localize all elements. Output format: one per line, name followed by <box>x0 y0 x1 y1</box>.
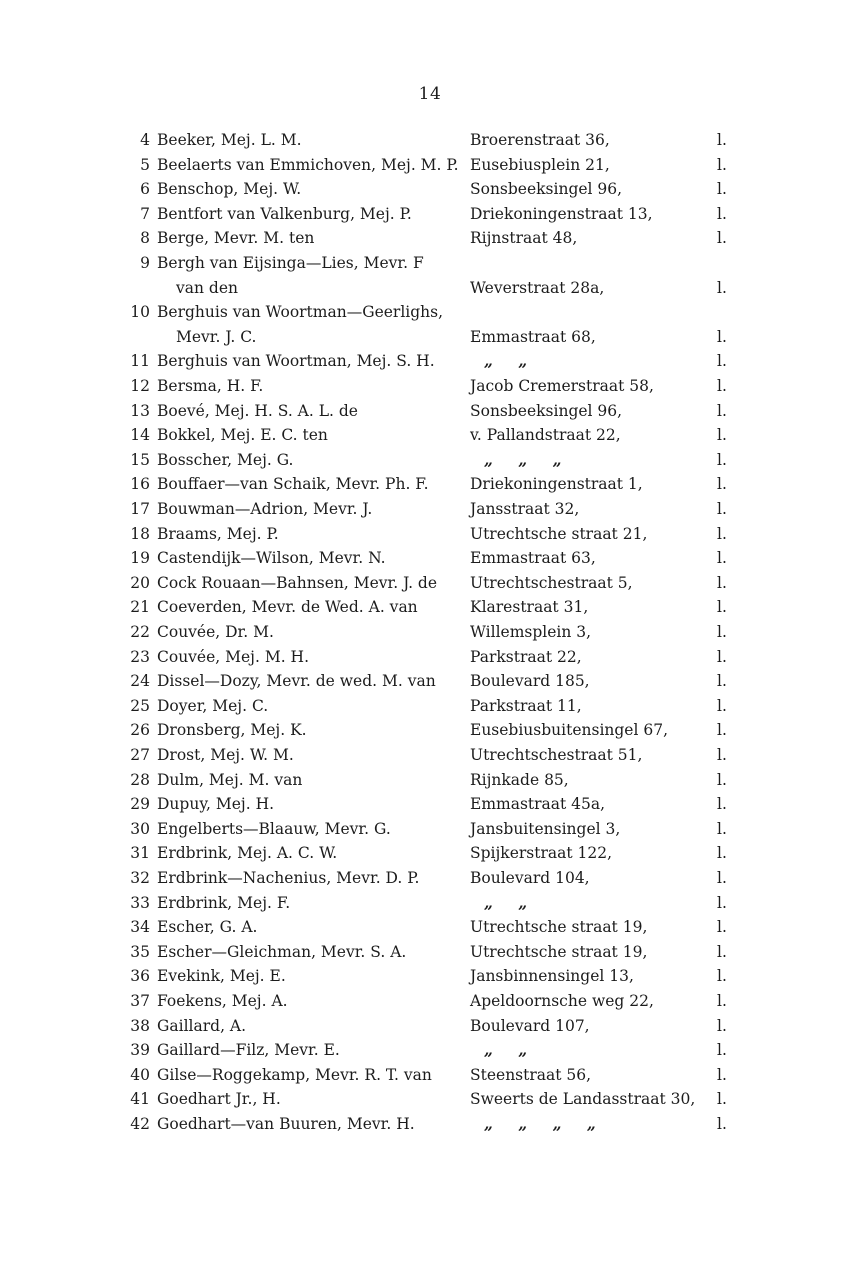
entry-address: Apeldoornsche weg 22, <box>470 992 654 1010</box>
entry-location: l. <box>717 672 727 691</box>
entry-address-row <box>0 497 860 521</box>
entry-number: 4 <box>140 131 150 149</box>
entry-number: 38 <box>130 1016 150 1035</box>
entry-location: l. <box>717 696 727 715</box>
entry-address-row <box>0 841 860 865</box>
entry-location: l. <box>717 278 727 297</box>
entry-name: Braams, Mej. P. <box>157 524 279 543</box>
entry-name: Erdbrink—Nachenius, Mevr. D. P. <box>157 869 420 887</box>
entry-address-row <box>0 1014 860 1038</box>
entry-number: 15 <box>130 450 150 469</box>
entry-address-row <box>0 669 860 693</box>
entry-name: Couvée, Mej. M. H. <box>157 647 310 666</box>
entry-address-row <box>0 768 860 792</box>
list-entry <box>0 251 860 275</box>
entry-location: l. <box>717 844 727 863</box>
entry-number: 35 <box>130 942 150 961</box>
entry-address-row <box>0 940 860 964</box>
entry-number: 14 <box>130 426 150 445</box>
entry-name: Beeker, Mej. L. M. <box>157 131 302 149</box>
entry-number: 21 <box>130 598 150 617</box>
entry-address-row <box>0 448 860 472</box>
entry-number: 28 <box>130 770 150 789</box>
entry-address: Emmastraat 63, <box>470 549 596 568</box>
entry-address: Eusebiusbuitensingel 67, <box>470 721 669 740</box>
entry-number: 25 <box>130 696 150 715</box>
entry-address: Spijkerstraat 122, <box>470 844 613 863</box>
entry-address: Broerenstraat 36, <box>470 131 610 149</box>
entry-address-row <box>0 349 860 373</box>
entry-name: Engelberts—Blaauw, Mevr. G. <box>157 819 391 838</box>
entry-number: 8 <box>140 229 150 248</box>
entry-number: 10 <box>130 303 150 322</box>
entry-location: l. <box>717 352 727 371</box>
entry-address-row <box>0 620 860 644</box>
entry-address-row <box>0 718 860 742</box>
entry-location: l. <box>717 1090 727 1109</box>
entry-address: „ „ „ <box>484 449 563 469</box>
entry-address-row <box>0 1063 860 1087</box>
entry-number: 20 <box>130 573 150 592</box>
entry-location: l. <box>717 131 727 149</box>
entry-address: Parkstraat 22, <box>470 647 582 666</box>
entry-address: Jansbinnensingel 13, <box>470 967 634 986</box>
entry-address: „ „ „ „ <box>484 1114 597 1133</box>
entry-location: l. <box>717 795 727 814</box>
entry-name: Benschop, Mej. W. <box>157 180 302 199</box>
entry-name: Evekink, Mej. E. <box>157 967 286 986</box>
entry-address: Utrechtsche straat 19, <box>470 942 648 961</box>
entry-name-continuation: Mevr. J. C. <box>176 327 257 346</box>
list-entry <box>0 300 860 324</box>
entry-number: 24 <box>130 672 150 691</box>
entry-location: l. <box>717 155 727 174</box>
entry-address: Jansbuitensingel 3, <box>470 819 621 838</box>
entry-name: Gilse—Roggekamp, Mevr. R. T. van <box>157 1065 432 1084</box>
entry-name: Couvée, Dr. M. <box>157 623 274 641</box>
entry-location: l. <box>717 623 727 641</box>
entry-name-continuation: van den <box>176 278 238 297</box>
entry-address: Jansstraat 32, <box>470 500 580 518</box>
entry-address-row <box>0 743 860 767</box>
entry-location: l. <box>717 549 727 568</box>
entry-number: 39 <box>130 1041 150 1060</box>
entry-location: l. <box>717 1065 727 1084</box>
entry-location: l. <box>717 1041 727 1060</box>
entry-location: l. <box>717 1016 727 1035</box>
entry-name: Escher—Gleichman, Mevr. S. A. <box>157 942 407 961</box>
entry-location: l. <box>717 893 727 912</box>
entry-address: Utrechtschestraat 5, <box>470 573 633 592</box>
entry-number: 42 <box>130 1115 150 1133</box>
entry-address: Emmastraat 68, <box>470 327 596 346</box>
entry-address: Driekoningenstraat 13, <box>470 204 653 223</box>
entry-address-row <box>0 1038 860 1062</box>
entry-address: Utrechtsche straat 19, <box>470 918 648 937</box>
entry-address-row <box>0 177 860 201</box>
entry-location: l. <box>717 450 727 469</box>
entry-name: Goedhart Jr., H. <box>157 1090 281 1109</box>
entry-address-row <box>0 546 860 570</box>
entry-address: Rijnkade 85, <box>470 770 569 789</box>
entry-address-row <box>0 522 860 546</box>
entry-number: 18 <box>130 524 150 543</box>
entry-name: Bouwman—Adrion, Mevr. J. <box>157 500 373 518</box>
entry-number: 5 <box>140 155 150 174</box>
entry-name: Berghuis van Woortman, Mej. S. H. <box>157 352 435 371</box>
entry-address-row <box>0 989 860 1013</box>
entry-location: l. <box>717 746 727 764</box>
entry-address-row <box>0 645 860 669</box>
entry-location: l. <box>717 475 727 494</box>
entry-address: Steenstraat 56, <box>470 1065 592 1084</box>
entry-location: l. <box>717 770 727 789</box>
entry-name: Dulm, Mej. M. van <box>157 770 303 789</box>
entry-name: Bersma, H. F. <box>157 377 264 395</box>
entry-address-row <box>0 964 860 988</box>
entry-address: Driekoningenstraat 1, <box>470 475 643 494</box>
entry-number: 37 <box>130 992 150 1010</box>
entry-location: l. <box>717 229 727 248</box>
entry-address: „ „ <box>484 892 529 912</box>
entry-address-row <box>0 694 860 718</box>
entry-address-row <box>0 153 860 177</box>
entry-address: Sonsbeeksingel 96, <box>470 180 623 199</box>
entry-number: 29 <box>130 795 150 814</box>
entry-number: 7 <box>140 204 150 223</box>
entry-location: l. <box>717 992 727 1010</box>
entry-location: l. <box>717 500 727 518</box>
entry-address: Boulevard 107, <box>470 1016 590 1035</box>
entry-address-row <box>0 866 860 890</box>
entry-number: 16 <box>130 475 150 494</box>
entry-name: Gaillard—Filz, Mevr. E. <box>157 1041 340 1060</box>
entry-address-row <box>0 891 860 915</box>
entry-name: Berge, Mevr. M. ten <box>157 229 315 248</box>
entry-location: l. <box>717 401 727 420</box>
entry-address: Utrechtschestraat 51, <box>470 746 643 764</box>
entry-name: Bokkel, Mej. E. C. ten <box>157 426 328 445</box>
entry-location: l. <box>717 819 727 838</box>
entry-name: Foekens, Mej. A. <box>157 992 288 1010</box>
entry-name: Bentfort van Valkenburg, Mej. P. <box>157 204 412 223</box>
entry-name: Bouffaer—van Schaik, Mevr. Ph. F. <box>157 475 429 494</box>
entry-address: Sweerts de Landasstraat 30, <box>470 1090 696 1109</box>
entry-name: Beelaerts van Emmichoven, Mej. M. P. <box>157 155 459 174</box>
entry-number: 40 <box>130 1065 150 1084</box>
entry-address-row <box>0 1112 860 1136</box>
entry-address: Parkstraat 11, <box>470 696 582 715</box>
entry-name: Cock Rouaan—Bahnsen, Mevr. J. de <box>157 573 438 592</box>
entry-name: Drost, Mej. W. M. <box>157 746 294 764</box>
entry-location: l. <box>717 573 727 592</box>
entry-name: Dronsberg, Mej. K. <box>157 721 307 740</box>
entry-address-row <box>0 817 860 841</box>
entry-name: Erdbrink, Mej. F. <box>157 893 291 912</box>
page-number: 14 <box>418 84 442 104</box>
entry-name: Erdbrink, Mej. A. C. W. <box>157 844 338 863</box>
entry-address: Eusebiusplein 21, <box>470 155 610 174</box>
entry-location: l. <box>717 426 727 445</box>
entry-number: 31 <box>130 844 150 863</box>
entry-name: Escher, G. A. <box>157 918 258 937</box>
entry-number: 33 <box>130 893 150 912</box>
entry-address-row <box>0 915 860 939</box>
entry-address-row <box>0 202 860 226</box>
entry-number: 41 <box>130 1090 150 1109</box>
entry-number: 6 <box>140 180 150 199</box>
entry-location: l. <box>717 647 727 666</box>
entry-address: Emmastraat 45a, <box>470 795 606 814</box>
entry-address: Rijnstraat 48, <box>470 229 578 248</box>
entry-number: 30 <box>130 819 150 838</box>
entry-address-row <box>0 571 860 595</box>
entry-location: l. <box>717 869 727 887</box>
entry-number: 23 <box>130 647 150 666</box>
entry-name: Boevé, Mej. H. S. A. L. de <box>157 401 358 420</box>
entry-location: l. <box>717 598 727 617</box>
entry-number: 27 <box>130 746 150 764</box>
entry-number: 19 <box>130 549 150 568</box>
entry-name: Bosscher, Mej. G. <box>157 450 294 469</box>
entry-location: l. <box>717 327 727 346</box>
entry-name: Goedhart—van Buuren, Mevr. H. <box>157 1115 415 1133</box>
entry-address: Sonsbeeksingel 96, <box>470 401 623 420</box>
entry-name: Doyer, Mej. C. <box>157 696 269 715</box>
entry-address-row <box>0 399 860 423</box>
entry-address: „ „ <box>484 1040 529 1060</box>
entry-location: l. <box>717 942 727 961</box>
entry-address: Klarestraat 31, <box>470 598 589 617</box>
entry-number: 11 <box>130 352 150 371</box>
entry-number: 26 <box>130 721 150 740</box>
entry-address: Weverstraat 28a, <box>470 278 605 297</box>
entry-address-row <box>0 276 860 300</box>
entry-name: Bergh van Eijsinga—Lies, Mevr. F <box>157 254 424 272</box>
entry-location: l. <box>717 1115 727 1133</box>
entry-address-row <box>0 226 860 250</box>
entry-address: Utrechtsche straat 21, <box>470 524 648 543</box>
entry-name: Dissel—Dozy, Mevr. de wed. M. van <box>157 672 436 691</box>
entry-number: 22 <box>130 623 150 641</box>
entry-number: 32 <box>130 869 150 887</box>
entry-location: l. <box>717 524 727 543</box>
entry-address: Boulevard 185, <box>470 672 590 691</box>
entry-address-row <box>0 423 860 447</box>
entry-name: Dupuy, Mej. H. <box>157 795 275 814</box>
entry-location: l. <box>717 721 727 740</box>
entry-address-row <box>0 472 860 496</box>
entry-location: l. <box>717 918 727 937</box>
entry-number: 9 <box>140 254 150 272</box>
entry-address: v. Pallandstraat 22, <box>470 426 621 445</box>
entry-location: l. <box>717 180 727 199</box>
entry-address-row <box>0 792 860 816</box>
entry-address: Jacob Cremerstraat 58, <box>470 377 654 395</box>
entry-number: 34 <box>130 918 150 937</box>
entry-number: 36 <box>130 967 150 986</box>
entry-address-row <box>0 325 860 349</box>
entry-number: 17 <box>130 500 150 518</box>
entry-name: Berghuis van Woortman—Geerlighs, <box>157 303 444 322</box>
entry-address-row <box>0 595 860 619</box>
entry-location: l. <box>717 967 727 986</box>
entry-number: 12 <box>130 377 150 395</box>
entry-address: Willemsplein 3, <box>470 623 592 641</box>
entry-address-row <box>0 374 860 398</box>
entry-location: l. <box>717 204 727 223</box>
entry-number: 13 <box>130 401 150 420</box>
entry-address-row <box>0 128 860 152</box>
entry-name: Gaillard, A. <box>157 1016 247 1035</box>
entry-location: l. <box>717 377 727 395</box>
entry-address-row <box>0 1087 860 1111</box>
entry-address: „ „ <box>484 351 529 371</box>
entry-address: Boulevard 104, <box>470 869 590 887</box>
entry-name: Coeverden, Mevr. de Wed. A. van <box>157 598 418 617</box>
entry-name: Castendijk—Wilson, Mevr. N. <box>157 549 386 568</box>
